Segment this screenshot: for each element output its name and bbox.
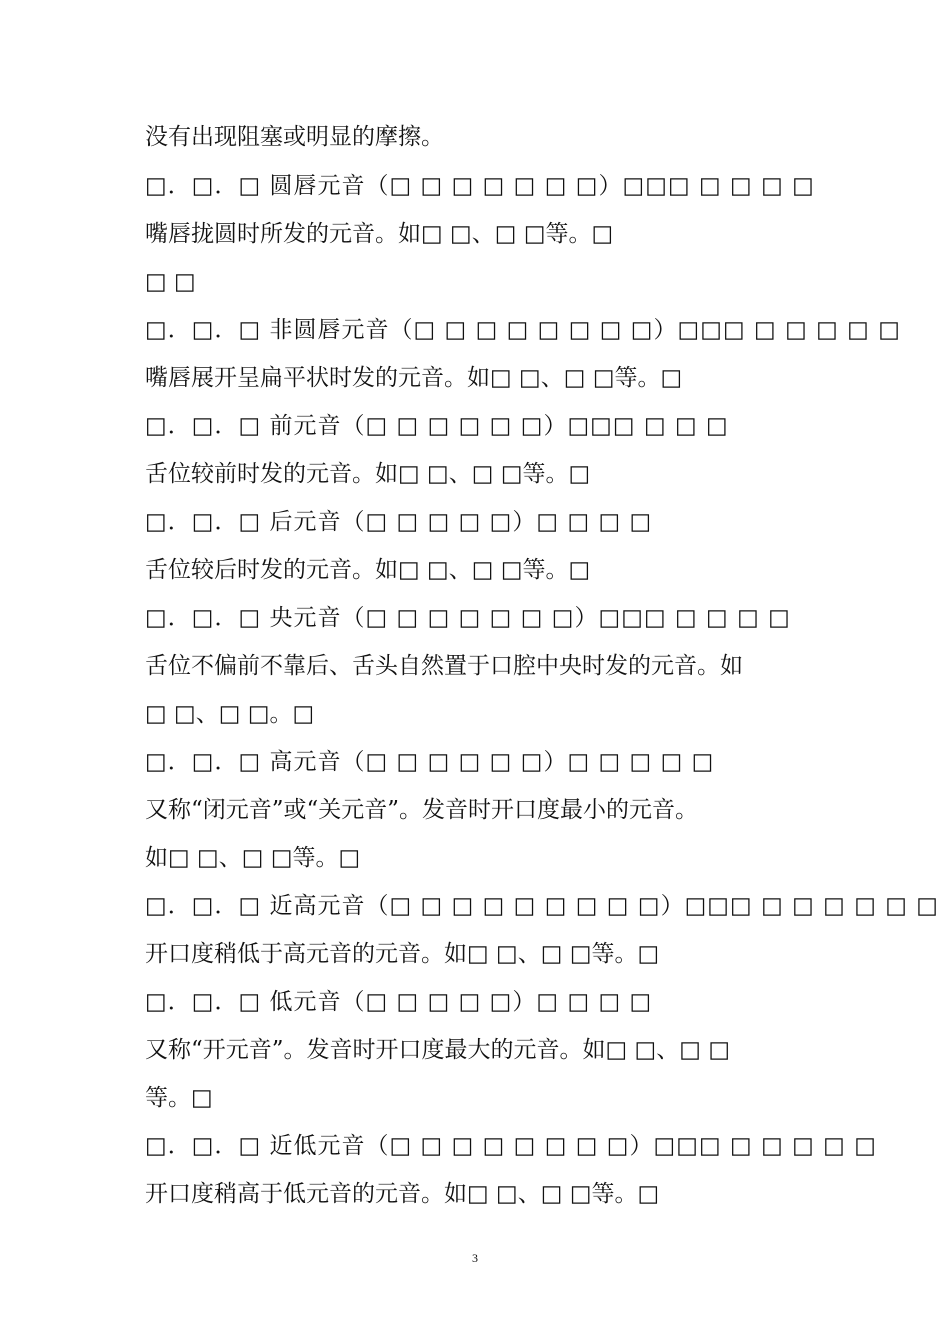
line-4-heading: □．□．□ 非圆唇元音（□ □ □ □ □ □ □ □）□□□ □ □ □ □ □ — [145, 317, 901, 343]
line-0: 没有出现阻塞或明显的摩擦。 — [145, 124, 444, 150]
line-7: 舌位较前时发的元音。如□ □、□ □等。□ — [145, 461, 591, 487]
page-number: 3 — [472, 1251, 478, 1265]
line-2: 嘴唇拢圆时所发的元音。如□ □、□ □等。□ — [145, 221, 614, 247]
line-18-heading: □．□．□ 低元音（□ □ □ □ □）□ □ □ □ — [145, 989, 653, 1015]
line-3: □ □ — [145, 269, 196, 295]
line-1-heading: □．□．□ 圆唇元音（□ □ □ □ □ □ □）□□□ □ □ □ □ — [145, 173, 815, 199]
line-6-heading: □．□．□ 前元音（□ □ □ □ □ □）□□□ □ □ □ — [145, 413, 729, 439]
line-17: 开口度稍低于高元音的元音。如□ □、□ □等。□ — [145, 941, 660, 967]
line-16-heading: □．□．□ 近高元音（□ □ □ □ □ □ □ □ □）□□□ □ □ □ □ □ □ — [145, 893, 940, 919]
line-11: 舌位不偏前不靠后、舌头自然置于口腔中央时发的元音。如 — [145, 653, 743, 679]
line-5: 嘴唇展开呈扁平状时发的元音。如□ □、□ □等。□ — [145, 365, 683, 391]
line-9: 舌位较后时发的元音。如□ □、□ □等。□ — [145, 557, 591, 583]
line-8-heading: □．□．□ 后元音（□ □ □ □ □）□ □ □ □ — [145, 509, 653, 535]
line-20: 等。□ — [145, 1085, 213, 1111]
line-19: 又称“开元音”。发音时开口度最大的元音。如□ □、□ □ — [145, 1037, 731, 1063]
line-21-heading: □．□．□ 近低元音（□ □ □ □ □ □ □ □）□□□ □ □ □ □ □ — [145, 1133, 877, 1159]
line-22: 开口度稍高于低元音的元音。如□ □、□ □等。□ — [145, 1181, 660, 1207]
line-10-heading: □．□．□ 央元音（□ □ □ □ □ □ □）□□□ □ □ □ □ — [145, 605, 791, 631]
line-15: 如□ □、□ □等。□ — [145, 845, 361, 871]
line-13-heading: □．□．□ 高元音（□ □ □ □ □ □）□ □ □ □ □ — [145, 749, 715, 775]
line-12: □ □、□ □。□ — [145, 701, 315, 727]
line-14: 又称“闭元音”或“关元音”。发音时开口度最小的元音。 — [145, 797, 699, 823]
